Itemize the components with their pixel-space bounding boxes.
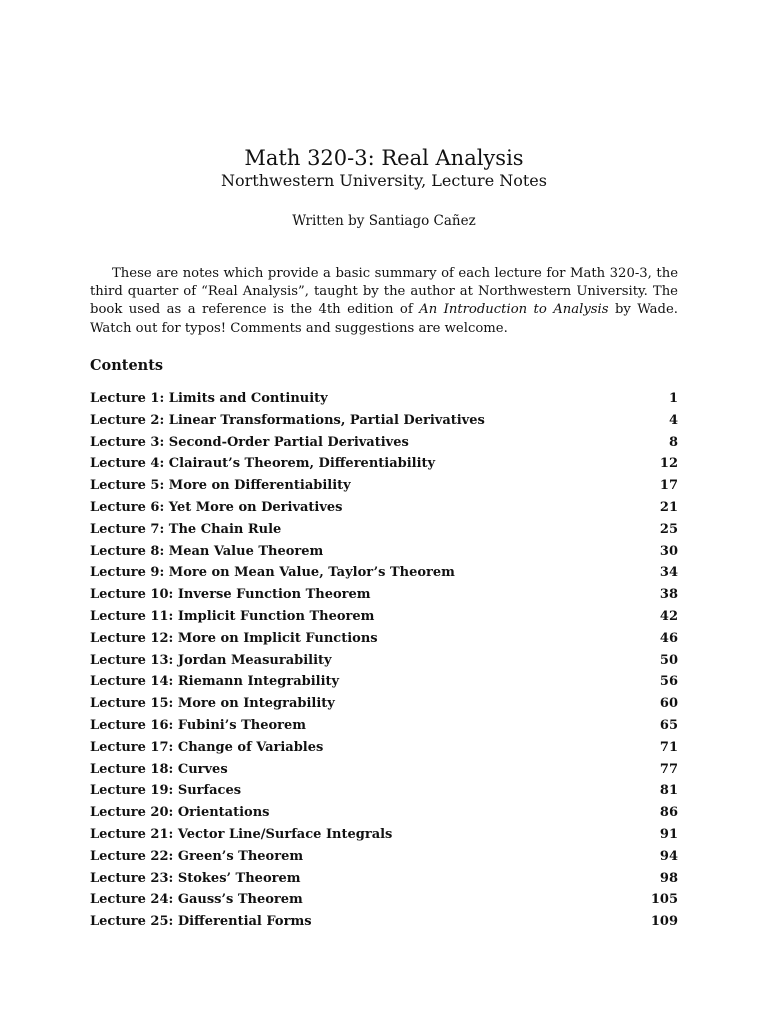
abstract-text-end: by Wade. Watch out for typos! Comments and suggestions are welcome. (90, 302, 678, 336)
toc-entry[interactable] (90, 824, 678, 846)
toc-entry-page: 65 (659, 717, 678, 733)
toc-entry[interactable] (90, 693, 678, 715)
toc-entry-title: Lecture 13: Jordan Measurability (90, 652, 332, 668)
toc-entry-title: Lecture 20: Orientations (90, 805, 270, 821)
author-line: Written by Santiago Cañez (292, 213, 476, 229)
toc-entry-title: Lecture 7: The Chain Rule (90, 521, 282, 537)
document-subtitle: Northwestern University, Lecture Notes (221, 171, 547, 190)
toc-entry-page: 81 (659, 783, 678, 799)
toc-entry-page: 42 (659, 608, 678, 624)
toc-entry[interactable] (90, 846, 678, 868)
toc-entry[interactable] (90, 780, 678, 802)
toc-entry-title: Lecture 11: Implicit Function Theorem (90, 608, 375, 624)
toc-entry-page: 105 (650, 892, 678, 908)
toc-entry-title: Lecture 5: More on Differentiability (90, 478, 351, 494)
toc-entry[interactable] (90, 759, 678, 781)
toc-entry-page: 60 (659, 696, 678, 712)
book-title: An Introduction to Analysis (419, 302, 609, 318)
toc-entry-page: 21 (659, 499, 678, 515)
toc-entry[interactable] (90, 802, 678, 824)
toc-entry-page: 94 (659, 848, 678, 864)
abstract-paragraph (90, 265, 678, 338)
toc-entry-page: 71 (659, 739, 678, 755)
toc-entry-title: Lecture 1: Limits and Continuity (90, 391, 328, 406)
toc-entry[interactable] (90, 606, 678, 628)
toc-entry[interactable] (90, 737, 678, 759)
toc-entry[interactable] (90, 628, 678, 650)
toc-entry-title: Lecture 17: Change of Variables (90, 739, 324, 755)
toc-entry-title: Lecture 14: Riemann Integrability (90, 674, 340, 690)
toc-entry[interactable] (90, 541, 678, 563)
toc-entry-page: 17 (659, 478, 678, 494)
toc-entry-title: Lecture 9: More on Mean Value, Taylor’s Theorem (90, 565, 455, 581)
toc-entry-page: 38 (659, 587, 678, 603)
toc-entry-title: Lecture 4: Clairaut’s Theorem, Differentiability (90, 456, 436, 472)
toc-entry-page: 34 (659, 565, 678, 581)
toc-entry[interactable] (90, 519, 678, 541)
document-title: Math 320-3: Real Analysis (244, 146, 524, 170)
toc-entry-page: 4 (668, 412, 678, 428)
toc-entry-title: Lecture 15: More on Integrability (90, 696, 335, 712)
toc-entry-title: Lecture 12: More on Implicit Functions (90, 630, 378, 646)
toc-entry-page: 91 (659, 826, 678, 842)
toc-entry-title: Lecture 21: Vector Line/Surface Integrals (90, 826, 393, 842)
toc-entry[interactable] (90, 432, 678, 454)
toc-entry[interactable] (90, 497, 678, 519)
toc-entry[interactable] (90, 671, 678, 693)
toc-entry[interactable] (90, 453, 678, 475)
toc-entry-title: Lecture 16: Fubini’s Theorem (90, 717, 307, 733)
toc-entry-page: 86 (659, 805, 678, 821)
toc-entry[interactable] (90, 911, 678, 933)
toc-entry-title: Lecture 18: Curves (90, 761, 228, 777)
abstract-text-start: These are notes which provide a basic summary of each lecture for Math 320-3, the third quarter of “Real Analysis”, taught by the author at Northwestern University. The book used as a reference is the 4th edition of (90, 266, 678, 318)
toc-entry[interactable] (90, 650, 678, 672)
toc-entry-page: 77 (659, 761, 678, 777)
contents-heading: Contents (90, 357, 164, 374)
toc-entry[interactable] (90, 889, 678, 911)
table-of-contents (90, 388, 678, 933)
toc-entry-page: 46 (659, 630, 678, 646)
toc-entry-title: Lecture 24: Gauss’s Theorem (90, 892, 303, 908)
toc-entry[interactable] (90, 562, 678, 584)
toc-entry[interactable] (90, 388, 678, 410)
toc-entry-page: 98 (659, 870, 678, 886)
toc-entry-title: Lecture 10: Inverse Function Theorem (90, 587, 371, 603)
toc-entry[interactable] (90, 475, 678, 497)
toc-entry[interactable] (90, 868, 678, 890)
toc-entry-title: Lecture 25: Differential Forms (90, 914, 312, 930)
toc-entry-title: Lecture 3: Second-Order Partial Derivatives (90, 434, 409, 450)
toc-entry-page: 56 (659, 674, 678, 690)
toc-entry[interactable] (90, 410, 678, 432)
toc-entry-page: 30 (659, 543, 678, 559)
toc-entry-page: 12 (659, 456, 678, 472)
toc-entry[interactable] (90, 715, 678, 737)
toc-entry-title: Lecture 8: Mean Value Theorem (90, 543, 324, 559)
toc-entry-title: Lecture 23: Stokes’ Theorem (90, 870, 301, 886)
toc-entry-page: 109 (650, 914, 678, 930)
toc-entry-title: Lecture 19: Surfaces (90, 783, 242, 799)
toc-entry-page: 1 (668, 391, 678, 406)
toc-entry-page: 8 (668, 434, 678, 450)
toc-entry-page: 25 (659, 521, 678, 537)
toc-entry-title: Lecture 22: Green’s Theorem (90, 848, 304, 864)
toc-entry-title: Lecture 6: Yet More on Derivatives (90, 499, 343, 515)
toc-entry-title: Lecture 2: Linear Transformations, Partial Derivatives (90, 412, 485, 428)
toc-entry-page: 50 (659, 652, 678, 668)
toc-entry[interactable] (90, 584, 678, 606)
